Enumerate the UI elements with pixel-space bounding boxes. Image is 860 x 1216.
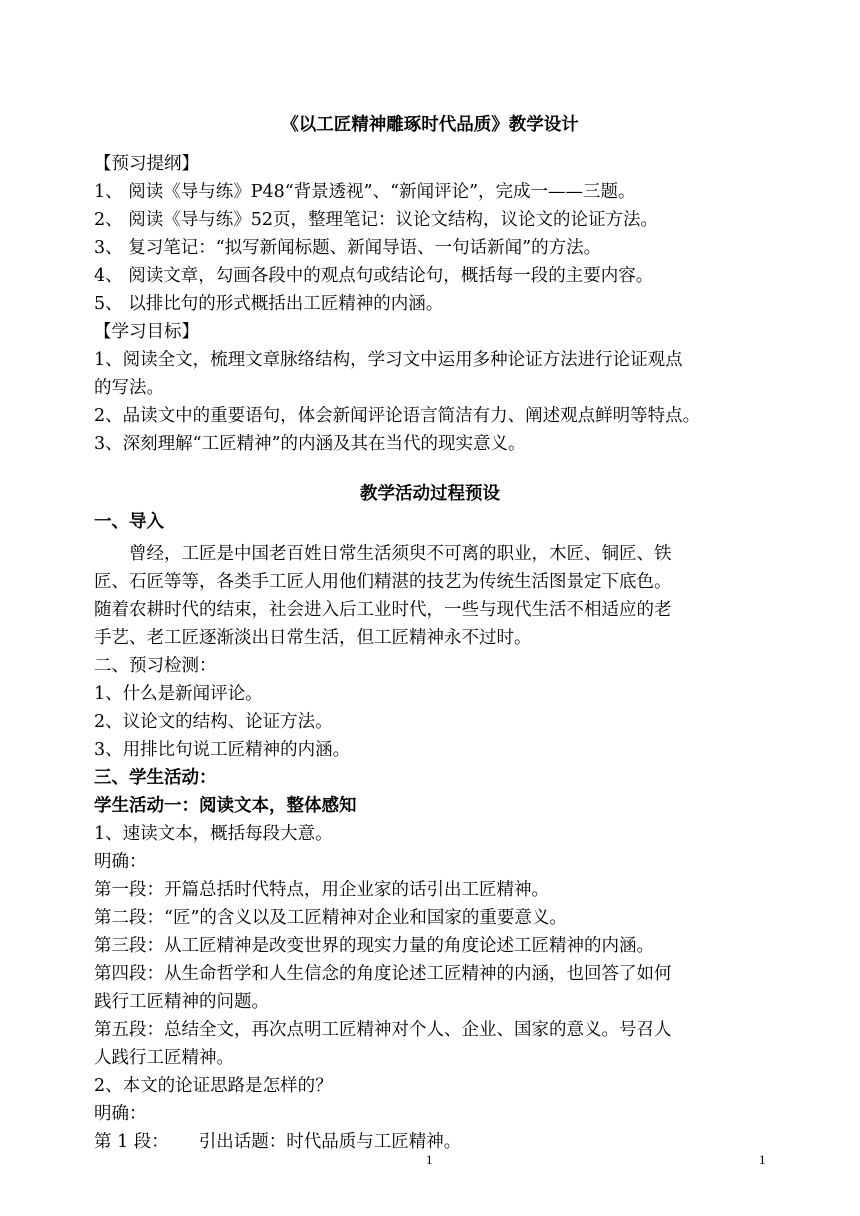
preview-item-1: 1、 阅读《导与练》P48“背景透视”、“新闻评论”，完成一——三题。: [94, 182, 636, 202]
process-heading: 教学活动过程预设: [360, 484, 500, 504]
paragraph-2-summary: 第二段：“匠”的含义以及工匠精神对企业和国家的重要意义。: [94, 908, 567, 928]
goals-heading: 【学习目标】: [94, 322, 199, 342]
activity-1-heading: 学生活动一：阅读文本，整体感知: [94, 796, 357, 816]
answer-label-1: 明确：: [94, 852, 147, 872]
preview-item-5: 5、 以排比句的形式概括出工匠精神的内涵。: [94, 294, 444, 314]
page-number-right: 1: [759, 1152, 766, 1167]
paragraph-3-summary: 第三段：从工匠精神是改变世界的现实力量的角度论述工匠精神的内涵。: [94, 936, 654, 956]
paragraph-5-summary-line-2: 人践行工匠精神。: [94, 1048, 234, 1068]
preview-item-2: 2、 阅读《导与练》52页，整理笔记：议论文结构，议论文的论证方法。: [94, 210, 658, 230]
segment-1-text: 引出话题：时代品质与工匠精神。: [198, 1132, 462, 1152]
preview-item-3: 3、 复习笔记：“拟写新闻标题、新闻导语、一句话新闻”的方法。: [94, 238, 602, 258]
goal-1-line-2: 的写法。: [94, 378, 164, 398]
preview-heading: 【预习提纲】: [94, 154, 199, 174]
section-3-heading: 三、学生活动：: [94, 768, 217, 788]
paragraph-1-summary: 第一段：开篇总括时代特点，用企业家的话引出工匠精神。: [94, 880, 549, 900]
goal-3: 3、深刻理解“工匠精神”的内涵及其在当代的现实意义。: [94, 434, 526, 454]
document-title: 《以工匠精神雕琢时代品质》教学设计: [281, 115, 579, 135]
section-2-heading: 二、预习检测：: [94, 656, 217, 676]
goal-2: 2、品读文中的重要语句，体会新闻评论语言简洁有力、阐述观点鲜明等特点。: [94, 406, 701, 426]
segment-1-label: 第 1 段：: [94, 1132, 169, 1152]
preview-item-4: 4、 阅读文章，勾画各段中的观点句或结论句，概括每一段的主要内容。: [94, 266, 654, 286]
goal-1-line-1: 1、阅读全文，梳理文章脉络结构，学习文中运用多种论证方法进行论证观点: [94, 350, 683, 370]
section-2-item-3: 3、用排比句说工匠精神的内涵。: [94, 740, 351, 760]
paragraph-4-summary-line-2: 践行工匠精神的问题。: [94, 992, 269, 1012]
section-1-heading: 一、导入: [94, 512, 164, 532]
page-number-center: 1: [426, 1152, 433, 1167]
intro-line-1: 曾经，工匠是中国老百姓日常生活须臾不可离的职业，木匠、铜匠、铁: [129, 544, 672, 564]
intro-line-3: 随着农耕时代的结束，社会进入后工业时代，一些与现代生活不相适应的老: [94, 600, 672, 620]
paragraph-4-summary-line-1: 第四段：从生命哲学和人生信念的角度论述工匠精神的内涵，也回答了如何: [94, 964, 672, 984]
intro-line-4: 手艺、老工匠逐渐淡出日常生活，但工匠精神永不过时。: [94, 628, 532, 648]
paragraph-5-summary-line-1: 第五段：总结全文，再次点明工匠精神对个人、企业、国家的意义。号召人: [94, 1020, 672, 1040]
section-2-item-1: 1、什么是新闻评论。: [94, 684, 263, 704]
question-1: 1、速读文本，概括每段大意。: [94, 824, 333, 844]
question-2: 2、本文的论证思路是怎样的？: [94, 1076, 333, 1096]
intro-line-2: 匠、石匠等等，各类手工匠人用他们精湛的技艺为传统生活图景定下底色。: [94, 572, 672, 592]
section-2-item-2: 2、议论文的结构、论证方法。: [94, 712, 333, 732]
answer-label-2: 明确：: [94, 1104, 147, 1124]
segment-1-line: [94, 1128, 774, 1156]
